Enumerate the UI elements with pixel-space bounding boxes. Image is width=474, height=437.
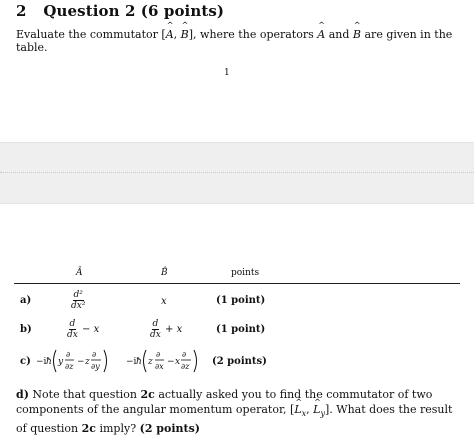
svg-text:−i: −i <box>36 357 47 367</box>
row-a-operator-b: x <box>161 296 167 307</box>
row-a-points: (1 point) <box>216 295 266 306</box>
svg-text:∂x: ∂x <box>155 362 164 371</box>
table-header-points: points <box>231 268 260 278</box>
svg-text:∂z: ∂z <box>65 362 74 371</box>
fraction-numerator: d <box>69 319 76 329</box>
row-c-label: c) <box>20 356 31 367</box>
row-c-points: (2 points) <box>212 356 267 367</box>
svg-text:x: x <box>175 357 181 367</box>
operator-tail: + x <box>165 324 183 335</box>
svg-text:z: z <box>85 357 90 367</box>
svg-text:−: − <box>167 357 175 367</box>
question-number: 2 <box>16 2 27 20</box>
row-b-operator-a <box>66 319 99 340</box>
part-d-paragraph <box>16 387 456 436</box>
question-heading <box>16 2 224 20</box>
svg-text:∂: ∂ <box>92 350 97 359</box>
fraction-numerator: d <box>152 319 159 329</box>
table-header-a: Â <box>76 268 83 278</box>
fraction-denominator: dx <box>150 330 161 340</box>
svg-text:−: − <box>77 357 85 367</box>
svg-text:ħ: ħ <box>136 357 142 367</box>
operator-ly: ^ L <box>313 402 320 417</box>
part-d-text: , <box>306 403 314 416</box>
svg-text:∂: ∂ <box>156 350 161 359</box>
question-ref: 2c <box>81 422 96 436</box>
row-a-label: a) <box>20 295 32 306</box>
operator-lx: ^ L <box>294 402 301 417</box>
prompt-text: are given in the table. <box>16 28 453 54</box>
svg-text:−i: −i <box>126 357 137 367</box>
prompt-text: ], where the operators <box>188 28 318 41</box>
row-c-operator-b <box>126 346 210 380</box>
operator-tail: − x <box>82 324 100 335</box>
svg-text:y: y <box>58 357 64 367</box>
fraction-denominator: dx <box>67 330 78 340</box>
prompt-text: , <box>173 28 181 41</box>
row-b-operator-b <box>149 319 182 340</box>
row-a-operator-a <box>70 290 86 311</box>
question-title: Question 2 (6 points) <box>43 2 225 20</box>
page-break-band <box>0 142 474 204</box>
fraction-denominator: dx² <box>71 301 86 311</box>
part-d-text: Note that question <box>32 388 141 401</box>
page-number: 1 <box>224 68 230 78</box>
equation-graphic <box>36 346 122 376</box>
table-header-b: B̂ <box>161 268 168 278</box>
row-b-points: (1 point) <box>216 324 266 335</box>
part-d-text: ]. What does the result of question <box>16 403 453 436</box>
row-c-operator-a <box>36 346 122 380</box>
svg-text:∂y: ∂y <box>91 362 100 371</box>
operator-b: ^ B <box>353 28 361 41</box>
question-prompt <box>16 28 474 54</box>
operator-subscript: x <box>301 409 307 419</box>
svg-text:∂: ∂ <box>66 350 71 359</box>
svg-text:z: z <box>148 357 153 367</box>
svg-text:∂: ∂ <box>182 350 187 359</box>
operator-subscript: y <box>320 409 325 419</box>
part-d-points: (2 points) <box>139 422 200 436</box>
fraction-numerator: d² <box>73 290 83 300</box>
prompt-text: Evaluate the commutator [ <box>16 28 166 41</box>
equation-graphic <box>126 346 210 376</box>
operator-b: ^ B <box>181 28 189 41</box>
row-b-label: b) <box>20 324 32 335</box>
part-d-text: actually asked you to find the commutator of two components of the angular momentum operator, [ <box>16 388 433 416</box>
part-d-text: imply? <box>95 422 140 436</box>
svg-text:ħ: ħ <box>46 357 52 367</box>
prompt-text: and <box>325 28 353 41</box>
page-break-divider <box>0 172 474 173</box>
question-ref: 2c <box>140 388 155 401</box>
operator-a: ^ A <box>317 28 325 41</box>
operator-a: ^ A <box>166 28 174 41</box>
part-d-label: d) <box>16 388 29 401</box>
table-rule <box>14 283 460 284</box>
svg-text:∂z: ∂z <box>181 362 190 371</box>
